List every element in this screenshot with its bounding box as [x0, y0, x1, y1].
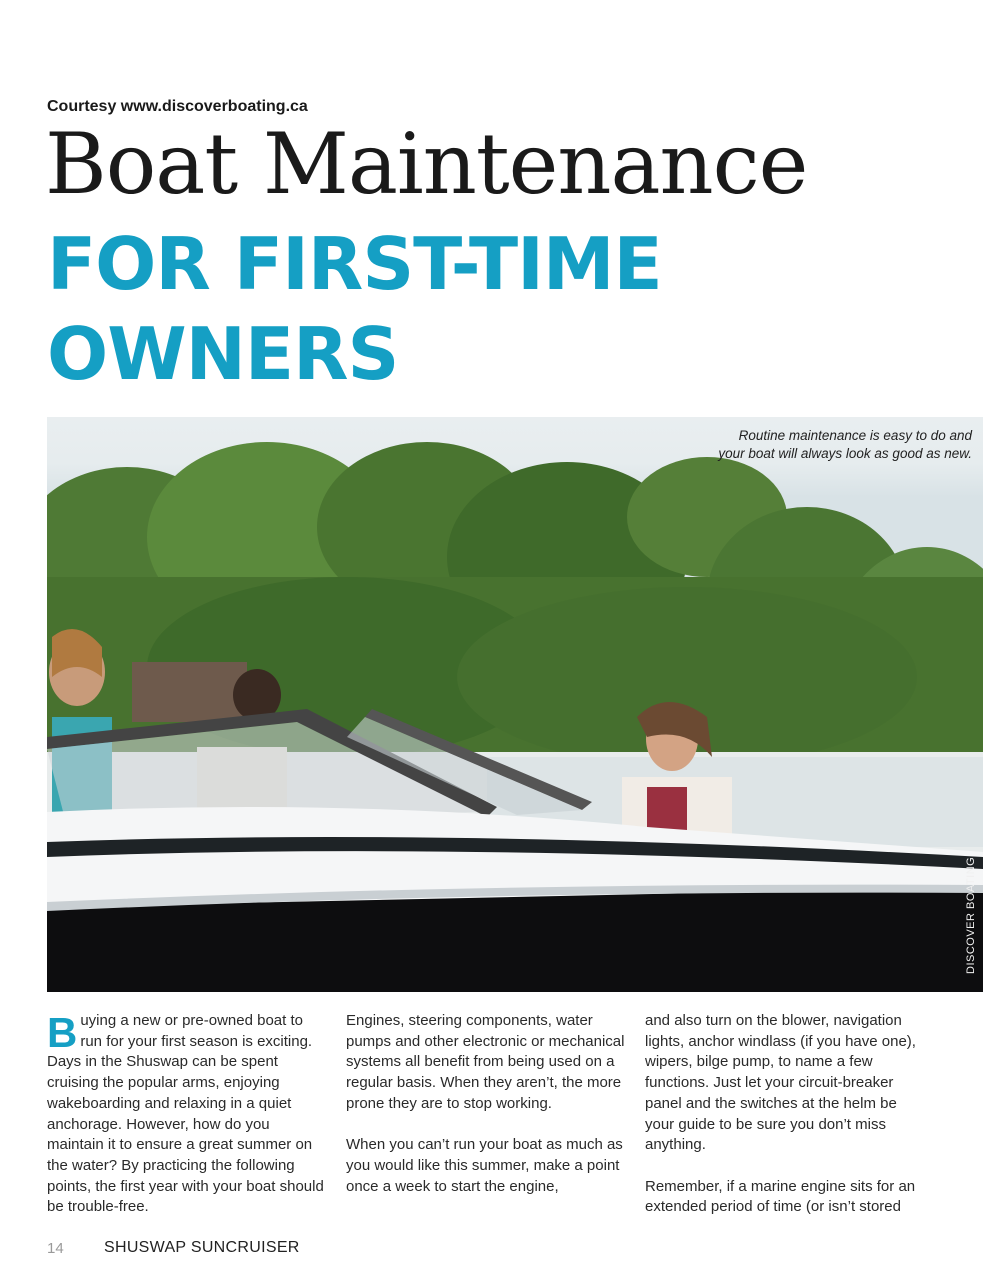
- photo-caption-line2: your boat will always look as good as new.: [718, 446, 972, 461]
- article-title: Boat Maintenance: [45, 115, 808, 213]
- photo-credit: DISCOVER BOATING: [965, 856, 977, 974]
- paragraph: [47, 1011, 327, 1218]
- paragraph: Engines, steering components, water pumps and other electronic or mechanical systems all benefit from being used on a regular basis. When they aren’t, the more prone they are to stop working.: [346, 1012, 625, 1112]
- courtesy-line: Courtesy www.discoverboating.ca: [47, 98, 308, 115]
- boat-photo: [47, 417, 983, 992]
- drop-cap: B: [47, 1009, 78, 1056]
- boat-photo-illustration: [47, 417, 983, 992]
- body-column-3: [645, 1011, 925, 1239]
- article-subtitle-line1: FOR FIRST-TIME: [47, 222, 662, 306]
- photo-caption: [672, 427, 972, 463]
- paragraph-text: uying a new or pre-owned boat to run for your first season is exciting. Days in the Shuswap can be spent cruising the popular arms, enjoying wakeboarding and relaxing in a quiet anchorage. However, how do you maintain it to ensure a great summer on the water? By practicing the following points, the first year with your boat should be trouble-free.: [47, 1012, 324, 1216]
- body-column-1: [47, 1011, 327, 1239]
- photo-caption-line1: Routine maintenance is easy to do and: [738, 428, 972, 443]
- publication-name: SHUSWAP SUNCRUISER: [104, 1239, 300, 1256]
- paragraph: Remember, if a marine engine sits for an extended period of time (or isn’t stored: [645, 1177, 916, 1216]
- article-subtitle-line2: OWNERS: [47, 312, 399, 396]
- page-number: 14: [47, 1240, 64, 1257]
- paragraph: and also turn on the blower, navigation lights, anchor windlass (if you have one), wipers, bilge pump, to name a few functions. Just let your circuit-breaker panel and the switches at the helm be your guide to be sure you don’t miss anything.: [645, 1012, 916, 1154]
- paragraph: When you can’t run your boat as much as you would like this summer, make a point once a week to start the engine,: [346, 1136, 623, 1195]
- body-column-2: [346, 1011, 626, 1218]
